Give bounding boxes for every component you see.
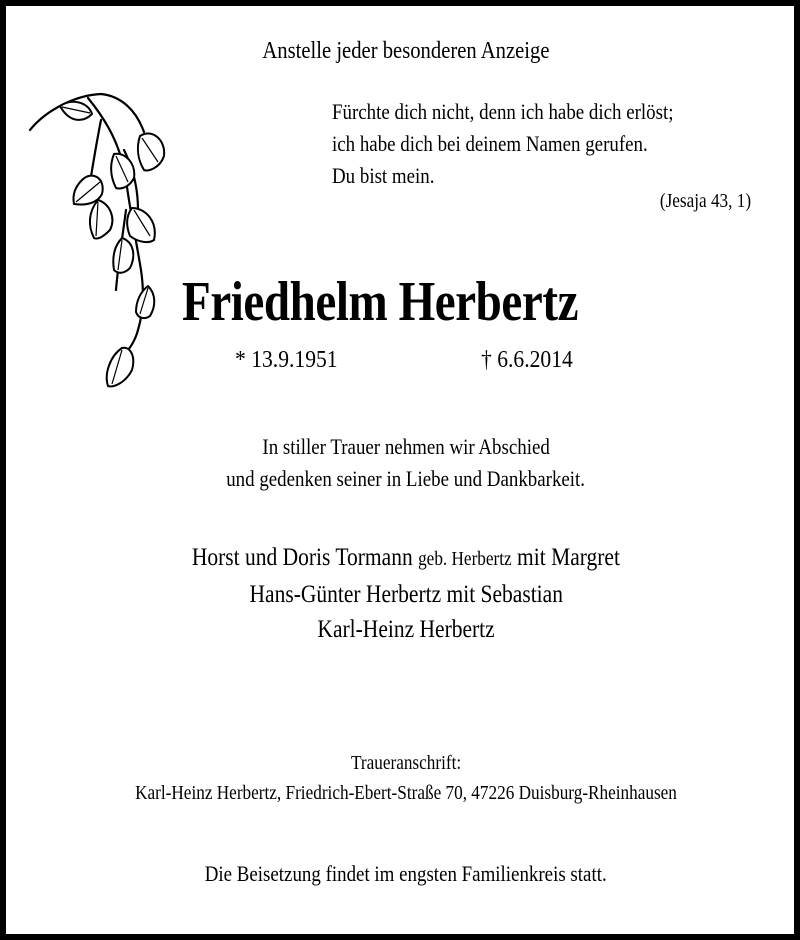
mourning-text bbox=[6, 431, 800, 495]
birth-date: * 13.9.1951 bbox=[235, 347, 338, 373]
deceased-name: Friedhelm Herbertz bbox=[182, 271, 579, 333]
death-date: † 6.6.2014 bbox=[481, 347, 573, 373]
mourning-line: In stiller Trauer nehmen wir Abschied bbox=[262, 434, 550, 459]
address-label: Traueranschrift: bbox=[350, 752, 462, 774]
verse-line: ich habe dich bei deinem Namen gerufen. bbox=[332, 131, 648, 156]
verse-reference: (Jesaja 43, 1) bbox=[659, 190, 751, 212]
mourning-line: und gedenken seiner in Liebe und Dankbarkeit. bbox=[226, 466, 586, 491]
mourning-address: Karl-Heinz Herbertz, Friedrich-Ebert-Straße 70, 47226 Duisburg-Rheinhausen bbox=[135, 782, 677, 804]
verse-line: Fürchte dich nicht, denn ich habe dich erlöst; bbox=[332, 99, 674, 124]
family-line: Karl-Heinz Herbertz bbox=[317, 616, 495, 643]
verse-line: Du bist mein. bbox=[332, 163, 435, 188]
notice-header: Anstelle jeder besonderen Anzeige bbox=[262, 38, 550, 64]
burial-note: Die Beisetzung findet im engsten Familienkreis statt. bbox=[205, 861, 607, 886]
birch-branch-illustration bbox=[26, 90, 176, 400]
family-list bbox=[6, 540, 800, 647]
family-line: Horst und Doris Tormann geb. Herbertz mit Margret bbox=[191, 544, 621, 571]
bible-verse bbox=[332, 96, 729, 192]
family-line: Hans-Günter Herbertz mit Sebastian bbox=[249, 581, 563, 608]
